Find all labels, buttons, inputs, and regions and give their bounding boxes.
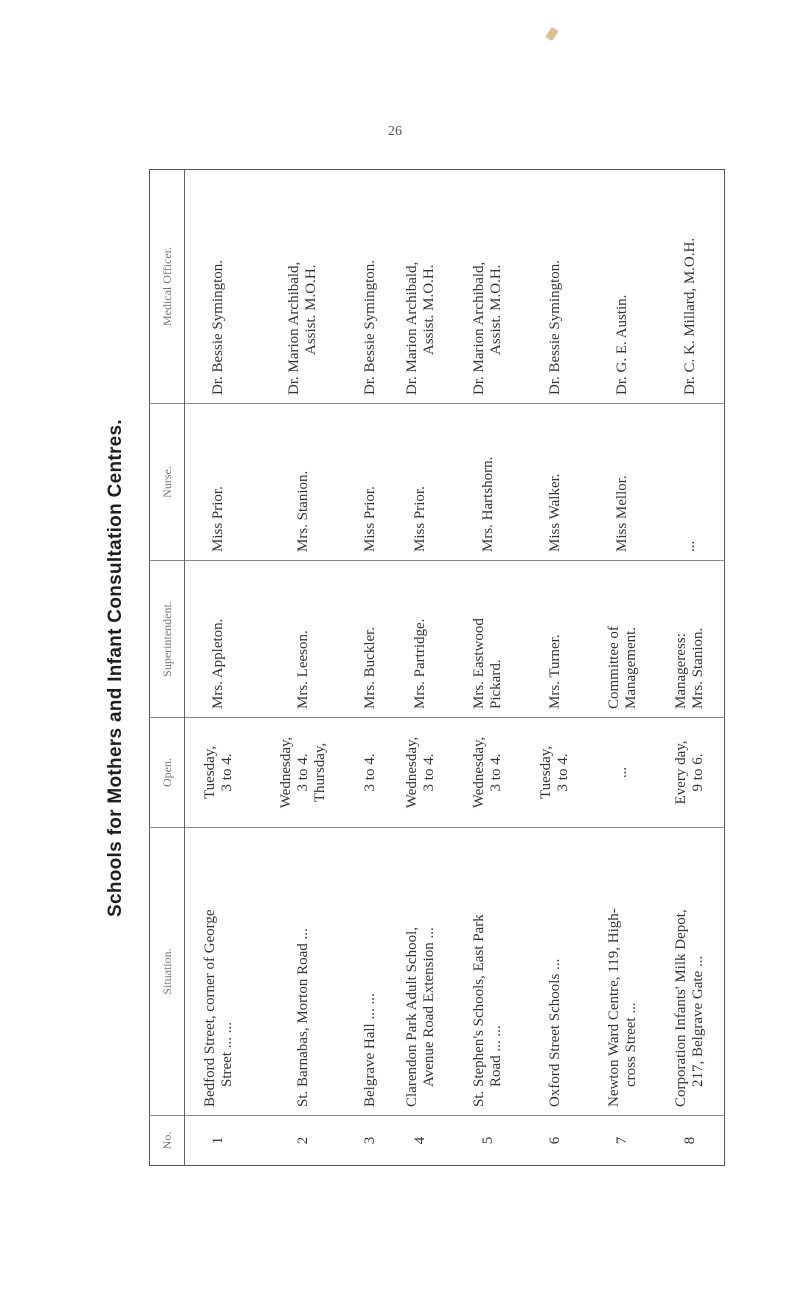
nurse-line: Miss Prior. <box>210 486 227 552</box>
cell-open <box>656 718 724 828</box>
cell-open <box>354 718 388 828</box>
open-line: 3 to 4. <box>361 753 378 792</box>
header-superintendent: Superintendent. <box>150 561 185 718</box>
cell-open <box>387 718 454 828</box>
header-row <box>150 170 185 1166</box>
medical-officer-line: Dr. Marion Archibald, <box>403 261 420 395</box>
cell-superintendent <box>656 561 724 718</box>
nurse-line: Mrs. Stanion. <box>294 470 311 552</box>
open-line: 9 to 6. <box>690 753 707 792</box>
cell-situation <box>387 828 454 1116</box>
cell-nurse <box>522 404 589 561</box>
nurse-line: Miss Mellor. <box>614 475 631 552</box>
open-line: 3 to 4. <box>294 753 311 792</box>
medical-officer-line: Dr. Bessie Symington. <box>210 259 227 395</box>
medical-officer-line: Dr. Marion Archibald, <box>471 261 488 395</box>
cell-medical-officer <box>589 170 656 404</box>
cell-nurse <box>185 404 253 561</box>
situation-line: Clarendon Park Adult School, <box>403 927 420 1107</box>
cell-medical-officer <box>522 170 589 404</box>
medical-officer-line: Dr. C. K. Millard, M.O.H. <box>681 237 698 395</box>
header-nurse: Nurse. <box>150 404 185 561</box>
superintendent-line: Mrs. Stanion. <box>690 627 707 709</box>
row-number: 8 <box>656 1116 724 1166</box>
row-number: 5 <box>454 1116 521 1166</box>
situation-line: cross Street ... <box>622 1002 639 1087</box>
rotated-table-panel <box>105 170 725 1166</box>
superintendent-line: Mrs. Eastwood <box>471 618 488 709</box>
table-row <box>253 170 354 1166</box>
cell-nurse <box>589 404 656 561</box>
table-row <box>589 170 656 1166</box>
open-line: Tuesday, <box>538 745 555 800</box>
open-line: 3 to 4. <box>488 753 505 792</box>
header-medical-officer: Medical Officer. <box>150 170 185 404</box>
superintendent-line: Mrs. Buckler. <box>361 626 378 709</box>
nurse-line: Mrs. Hartshorn. <box>479 456 496 552</box>
table-row <box>387 170 454 1166</box>
situation-line: Oxford Street Schools ... <box>546 958 563 1107</box>
open-line: Wednesday, <box>471 736 488 809</box>
situation-line: St. Barnabas, Morton Road ... <box>294 928 311 1107</box>
cell-superintendent <box>522 561 589 718</box>
cell-medical-officer <box>656 170 724 404</box>
open-line: Every day, <box>673 740 690 805</box>
medical-officer-line: Dr. G. E. Austin. <box>614 294 631 395</box>
row-number: 4 <box>387 1116 454 1166</box>
nurse-line: Miss Walker. <box>546 473 563 552</box>
table-row <box>185 170 253 1166</box>
cell-nurse <box>253 404 354 561</box>
situation-line: Street ... ... <box>218 1022 235 1087</box>
cell-nurse <box>656 404 724 561</box>
situation-line: Newton Ward Centre, 119, High- <box>605 908 622 1107</box>
superintendent-line: Management. <box>622 626 639 709</box>
cell-situation <box>454 828 521 1116</box>
cell-superintendent <box>387 561 454 718</box>
cell-open <box>522 718 589 828</box>
medical-officer-line: Assist. M.O.H. <box>488 264 505 355</box>
cell-nurse <box>454 404 521 561</box>
superintendent-line: Pickard. <box>488 659 505 709</box>
header-open: Open. <box>150 718 185 828</box>
row-number: 6 <box>522 1116 589 1166</box>
superintendent-line: Mrs. Leeson. <box>294 630 311 709</box>
situation-line: Avenue Road Extension ... <box>420 927 437 1087</box>
table-row <box>454 170 521 1166</box>
superintendent-line: Mrs. Appleton. <box>210 618 227 709</box>
situation-line: St. Stephen's Schools, East Park <box>471 914 488 1107</box>
header-situation: Situation. <box>150 828 185 1116</box>
medical-officer-line: Dr. Bessie Symington. <box>546 259 563 395</box>
table-row <box>656 170 724 1166</box>
situation-line: Bedford Street, corner of George <box>201 909 218 1107</box>
open-line: 3 to 4. <box>420 753 437 792</box>
cell-open <box>589 718 656 828</box>
open-line: Wednesday, <box>403 736 420 809</box>
cell-superintendent <box>589 561 656 718</box>
medical-officer-line: Assist. M.O.H. <box>303 264 320 355</box>
table-row <box>354 170 388 1166</box>
cell-situation <box>354 828 388 1116</box>
row-number: 7 <box>589 1116 656 1166</box>
superintendent-line: Manageress: <box>673 633 690 709</box>
situation-line: Belgrave Hall ... ... <box>361 993 378 1107</box>
open-line: Thursday, <box>311 742 328 803</box>
header-no: No. <box>150 1116 185 1166</box>
corner-ink-mark <box>545 27 558 41</box>
nurse-line: Miss Prior. <box>412 486 429 552</box>
nurse-line: ... <box>681 540 698 552</box>
cell-open <box>185 718 253 828</box>
cell-superintendent <box>185 561 253 718</box>
situation-line: 217, Belgrave Gate ... <box>690 955 707 1087</box>
table-row <box>522 170 589 1166</box>
cell-medical-officer <box>185 170 253 404</box>
cell-medical-officer <box>454 170 521 404</box>
superintendent-line: Mrs. Partridge. <box>412 618 429 709</box>
cell-open <box>253 718 354 828</box>
open-line: Tuesday, <box>201 745 218 800</box>
medical-officer-line: Dr. Bessie Symington. <box>361 259 378 395</box>
open-line: 3 to 4. <box>218 753 235 792</box>
open-line: Wednesday, <box>277 736 294 809</box>
superintendent-line: Mrs. Turner. <box>546 634 563 709</box>
row-number: 2 <box>253 1116 354 1166</box>
open-line: ... <box>614 766 631 779</box>
cell-situation <box>253 828 354 1116</box>
cell-medical-officer <box>253 170 354 404</box>
row-number: 3 <box>354 1116 388 1166</box>
open-line: 3 to 4. <box>555 753 572 792</box>
cell-superintendent <box>454 561 521 718</box>
situation-line: Corporation Infants' Milk Depot, <box>673 909 690 1107</box>
cell-nurse <box>387 404 454 561</box>
medical-officer-line: Dr. Marion Archibald, <box>286 261 303 395</box>
cell-medical-officer <box>354 170 388 404</box>
situation-line: Road ... ... <box>488 1025 505 1087</box>
cell-superintendent <box>354 561 388 718</box>
cell-situation <box>522 828 589 1116</box>
consultation-centres-table <box>149 169 725 1166</box>
cell-situation <box>656 828 724 1116</box>
cell-nurse <box>354 404 388 561</box>
cell-situation <box>589 828 656 1116</box>
superintendent-line: Committee of <box>605 626 622 709</box>
page-number: 26 <box>388 124 402 139</box>
cell-medical-officer <box>387 170 454 404</box>
row-number: 1 <box>185 1116 253 1166</box>
cell-open <box>454 718 521 828</box>
cell-superintendent <box>253 561 354 718</box>
nurse-line: Miss Prior. <box>361 486 378 552</box>
cell-situation <box>185 828 253 1116</box>
table-title: Schools for Mothers and Infant Consultation Centres. <box>105 419 126 918</box>
medical-officer-line: Assist. M.O.H. <box>420 264 437 355</box>
